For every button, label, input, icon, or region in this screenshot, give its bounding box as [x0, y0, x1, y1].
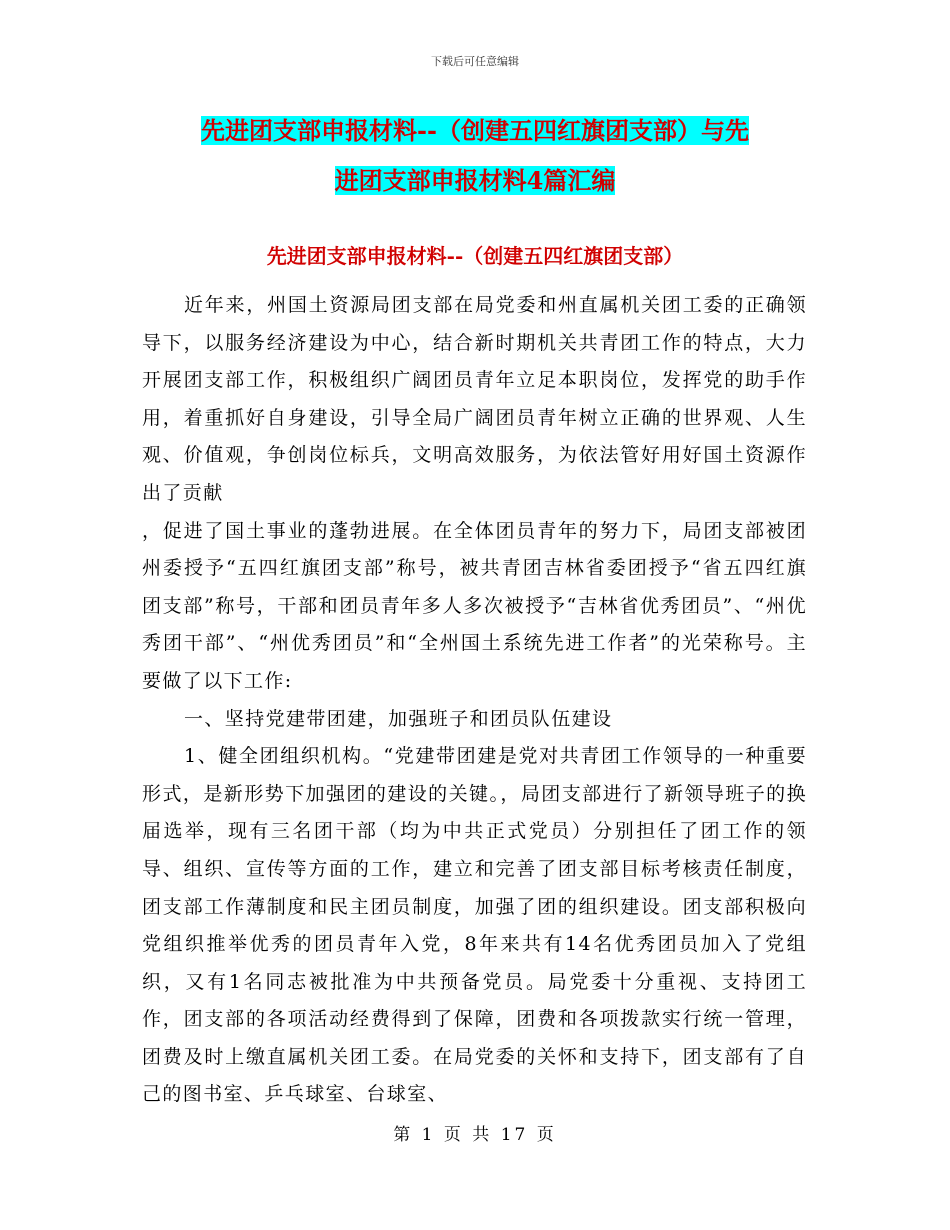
paragraph-4: 1、健全团组织机构。“党建带团建是党对共青团工作领导的一种重要形式，是新形势下加强团的建设的关键。，局团支部进行了新领导班子的换届选举，现有三名团干部（均为中共正式党员）分别担任了团工作的领导、组织、宣传等方面的工作，建立和完善了团支部目标考核责任制度，团支部工作薄制度和民主团员制度，加强了团的组织建设。团支部积极向党组织推举优秀的团员青年入党，8年来共有14名优秀团员加入了党组织，又有1名同志被批准为中共预备党员。局党委十分重视、支持团工作，团支部的各项活动经费得到了保障，团费和各项拨款实行统一管理，团费及时上缴直属机关团工委。在局党委的关怀和支持下，团支部有了自己的图书室、乒乓球室、台球室、 — [142, 745, 807, 1106]
title-line-2: 进团支部申报材料4篇汇编 — [334, 166, 616, 195]
document-body — [142, 287, 807, 1114]
paragraph-1: 近年来，州国土资源局团支部在局党委和州直属机关团工委的正确领导下，以服务经济建设为中心，结合新时期机关共青团工作的特点，大力开展团支部工作，积极组织广阔团员青年立足本职岗位，发挥党的助手作用，着重抓好自身建设，引导全局广阔团员青年树立正确的世界观、人生观、价值观，争创岗位标兵，文明高效服务，为依法管好用好国土资源作出了贡献 — [142, 294, 807, 504]
document-title — [140, 106, 810, 206]
section-subtitle: 先进团支部申报材料--（创建五四红旗团支部） — [266, 244, 684, 268]
paragraph-2: ，促进了国土事业的蓬勃进展。在全体团员青年的努力下，局团支部被团州委授予“五四红旗团支部”称号，被共青团吉林省委团授予“省五四红旗团支部”称号，干部和团员青年多人多次被授予“吉林省优秀团员”、“州优秀团干部”、“州优秀团员”和“全州国土系统先进工作者”的光荣称号。主要做了以下工作: — [142, 519, 807, 692]
title-line-1: 先进团支部申报材料--（创建五四红旗团支部）与先 — [201, 116, 749, 145]
page-header-note: 下载后可任意编辑 — [431, 55, 519, 68]
page-footer: 第 1 页 共 17 页 — [393, 1125, 557, 1145]
paragraph-3-heading: 一、坚持党建带团建，加强班子和团员队伍建设 — [184, 707, 613, 730]
